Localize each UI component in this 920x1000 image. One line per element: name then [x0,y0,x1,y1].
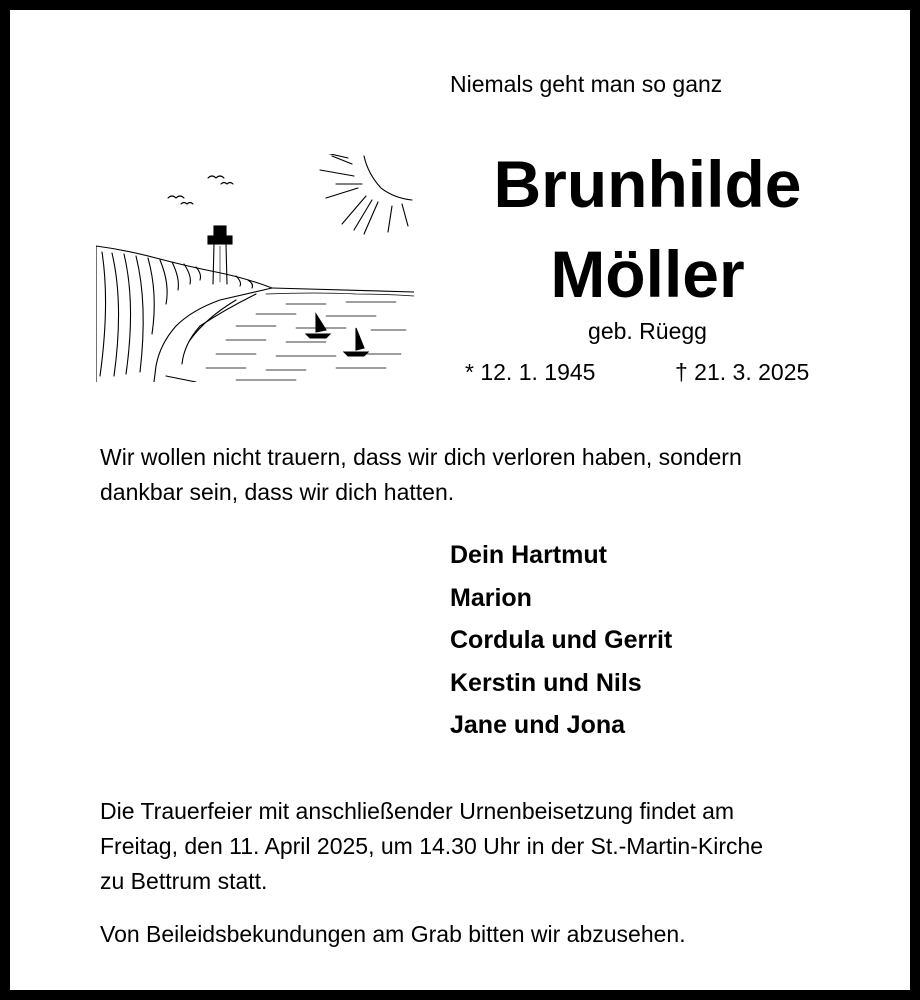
ceremony-line: Die Trauerfeier mit anschließender Urnenbeisetzung findet am [100,798,735,824]
lighthouse-coast-sketch-icon [96,154,414,382]
ceremony-line: zu Bettrum statt. [100,868,268,894]
quote-line: Wir wollen nicht trauern, dass wir dich verloren haben, sondern [100,444,742,470]
quote-line: dankbar sein, dass wir dich hatten. [100,479,455,505]
first-name: Brunhilde [493,147,802,221]
family-member: Kerstin und Nils [450,668,642,697]
family-member: Jane und Jona [450,711,626,739]
last-name: Möller [550,237,745,311]
death-date: † 21. 3. 2025 [675,359,810,385]
family-member: Cordula und Gerrit [450,626,673,654]
family-member: Marion [450,583,532,612]
ceremony-notice [100,794,860,899]
family-list [450,534,672,747]
quote-block [100,440,860,510]
condolence-note: Von Beileidsbekundungen am Grab bitten wir abzusehen. [100,921,686,947]
maiden-name: geb. Rüegg [588,318,707,344]
birth-date: * 12. 1. 1945 [465,359,596,385]
family-member: Dein Hartmut [450,541,607,569]
motto-text: Niemals geht man so ganz [450,71,723,97]
ceremony-line: Freitag, den 11. April 2025, um 14.30 Uhr in der St.-Martin-Kirche [100,833,764,859]
